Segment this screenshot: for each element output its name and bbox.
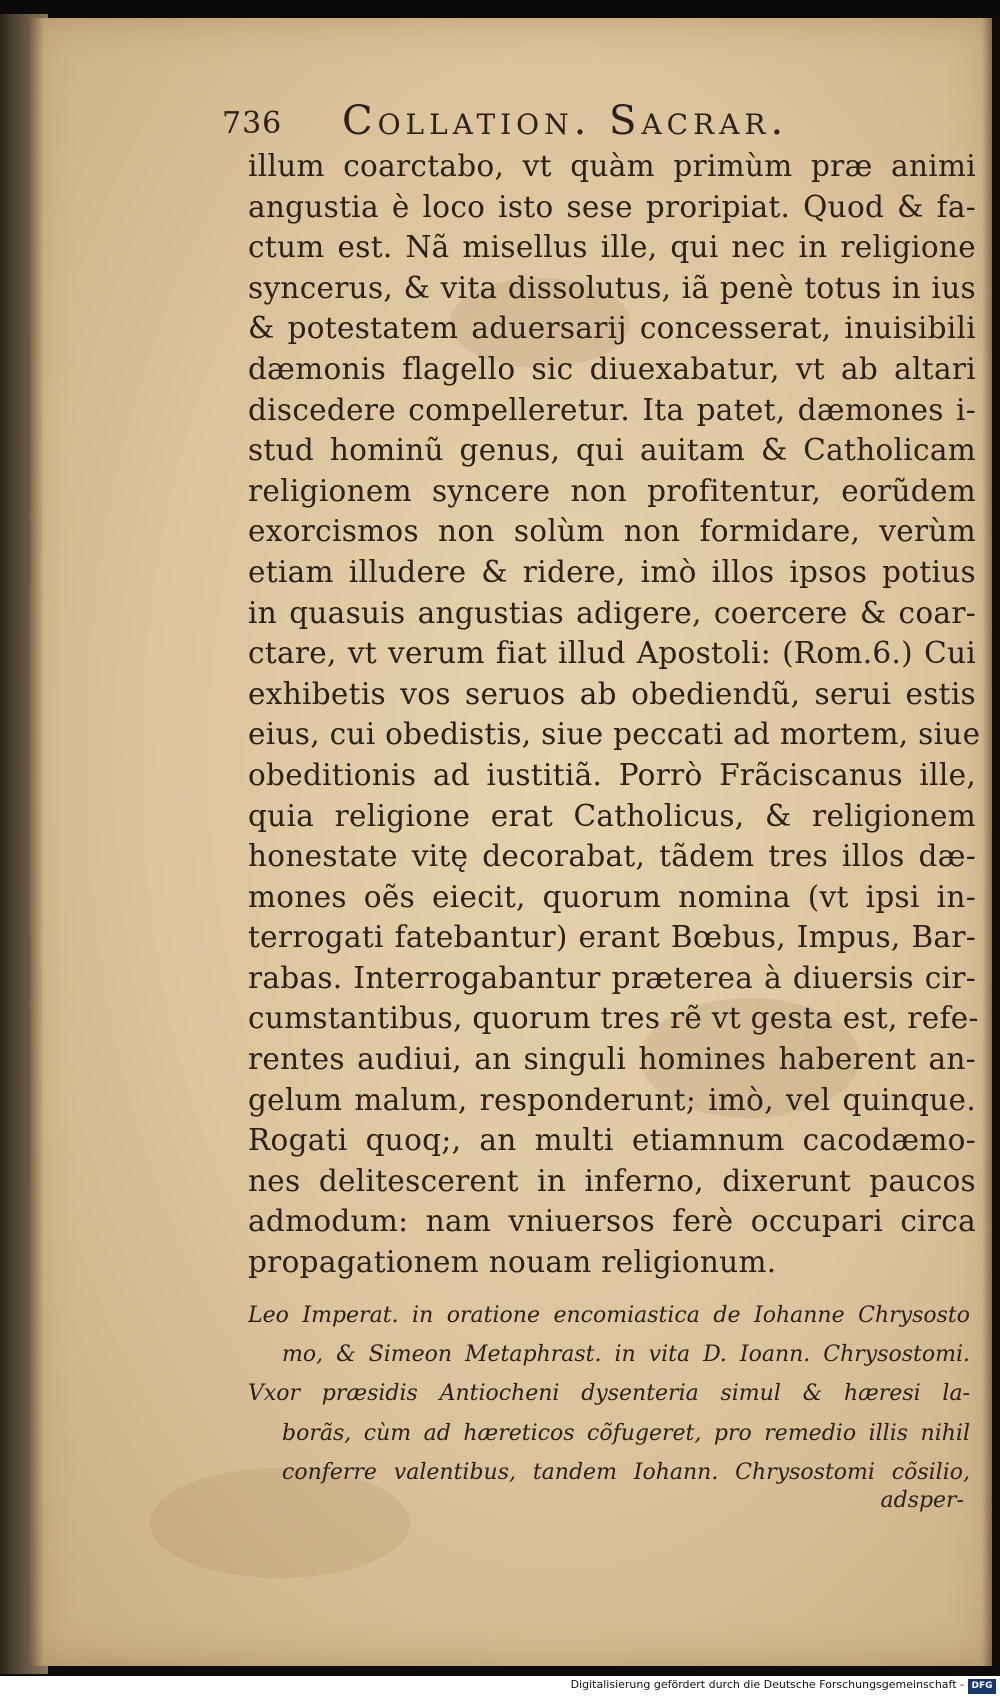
text-line: & potestatem aduersarij concesserat, inuisibili	[248, 311, 976, 346]
main-text-block	[248, 146, 981, 1283]
text-line: discedere compelleretur. Ita patet, dæmones i-	[248, 392, 976, 427]
text-line: religionem syncere non profitentur, eorũdem	[248, 473, 976, 508]
page-header	[222, 92, 942, 148]
text-line: propagationem nouam religionum.	[248, 1245, 777, 1280]
text-line: nes delitescerent in inferno, dixerunt paucos	[248, 1163, 976, 1198]
text-line: honestate vitę decorabat, tãdem tres illos dæ-	[248, 839, 976, 874]
text-line: quia religione erat Catholicus, & religionem	[248, 798, 976, 833]
text-line: cumstantibus, quorum tres rẽ vt gesta est, refe-	[248, 1001, 979, 1036]
text-line: ctum est. Nã misellus ille, qui nec in religione	[248, 230, 976, 265]
catchword: adsper-	[880, 1488, 964, 1513]
text-line: mones oẽs eiecit, quorum nomina (vt ipsi in-	[248, 879, 976, 914]
running-head: Collation. Sacrar.	[342, 98, 789, 144]
text-line: angustia è loco isto sese proripiat. Quod & fa-	[248, 189, 976, 224]
dfg-logo: DFG	[968, 1679, 996, 1694]
text-line: in quasuis angustias adigere, coercere & coar-	[248, 595, 976, 630]
funding-credit: Digitalisierung gefördert durch die Deutsche Forschungsgemeinschaft -	[570, 1678, 964, 1691]
text-line: terrogati fatebantur) erant Bœbus, Impus, Bar-	[248, 920, 976, 955]
text-line: rentes audiui, an singuli homines haberent an-	[248, 1042, 976, 1077]
note-line: conferre valentibus, tandem Iohann. Chrysostomi cõsilio,	[282, 1459, 970, 1485]
text-line: obeditionis ad iustitiã. Porrò Frãciscanus ille,	[248, 757, 976, 792]
text-line: illum coarctabo, vt quàm primùm præ animi	[248, 149, 976, 183]
text-line: exorcismos non solùm non formidare, verùm	[248, 514, 976, 549]
page-outer-shade	[982, 18, 992, 1666]
note-line: borãs, cùm ad hæreticos cõfugeret, pro remedio illis nihil	[282, 1420, 970, 1446]
text-line: ctare, vt verum fiat illud Apostoli: (Rom.6.) Cui	[248, 636, 976, 671]
text-line: admodum: nam vniuersos ferè occupari circa	[248, 1204, 976, 1239]
note-line: mo, & Simeon Metaphrast. in vita D. Ioann. Chrysostomi.	[282, 1342, 970, 1368]
text-line: rabas. Interrogabantur præterea à diuersis cir-	[248, 960, 976, 995]
text-line: gelum malum, responderunt; imò, vel quinque.	[248, 1082, 976, 1117]
text-line: exhibetis vos seruos ab obediendũ, serui estis	[248, 676, 976, 711]
text-line: syncerus, & vita dissolutus, iã penè totus in ius	[248, 270, 976, 305]
marginal-note-block	[248, 1296, 970, 1492]
text-line: Rogati quoq;, an multi etiamnum cacodæmo-	[248, 1123, 976, 1158]
text-line: stud hominũ genus, qui auitam & Catholicam	[248, 433, 976, 468]
note-line: Vxor præsidis Antiocheni dysenteria simul & hæresi la-	[248, 1381, 970, 1407]
text-line: eius, cui obedistis, siue peccati ad mortem, siue	[248, 717, 981, 752]
page-number: 736	[222, 106, 283, 141]
digitization-footer	[0, 1676, 1000, 1698]
text-line: dæmonis flagello sic diuexabatur, vt ab altari	[248, 351, 976, 386]
text-line: etiam illudere & ridere, imò illos ipsos potius	[248, 554, 976, 589]
note-line: Leo Imperat. in oratione encomiastica de Iohanne Chrysosto	[248, 1303, 970, 1328]
page-gutter-shade	[30, 18, 44, 1666]
